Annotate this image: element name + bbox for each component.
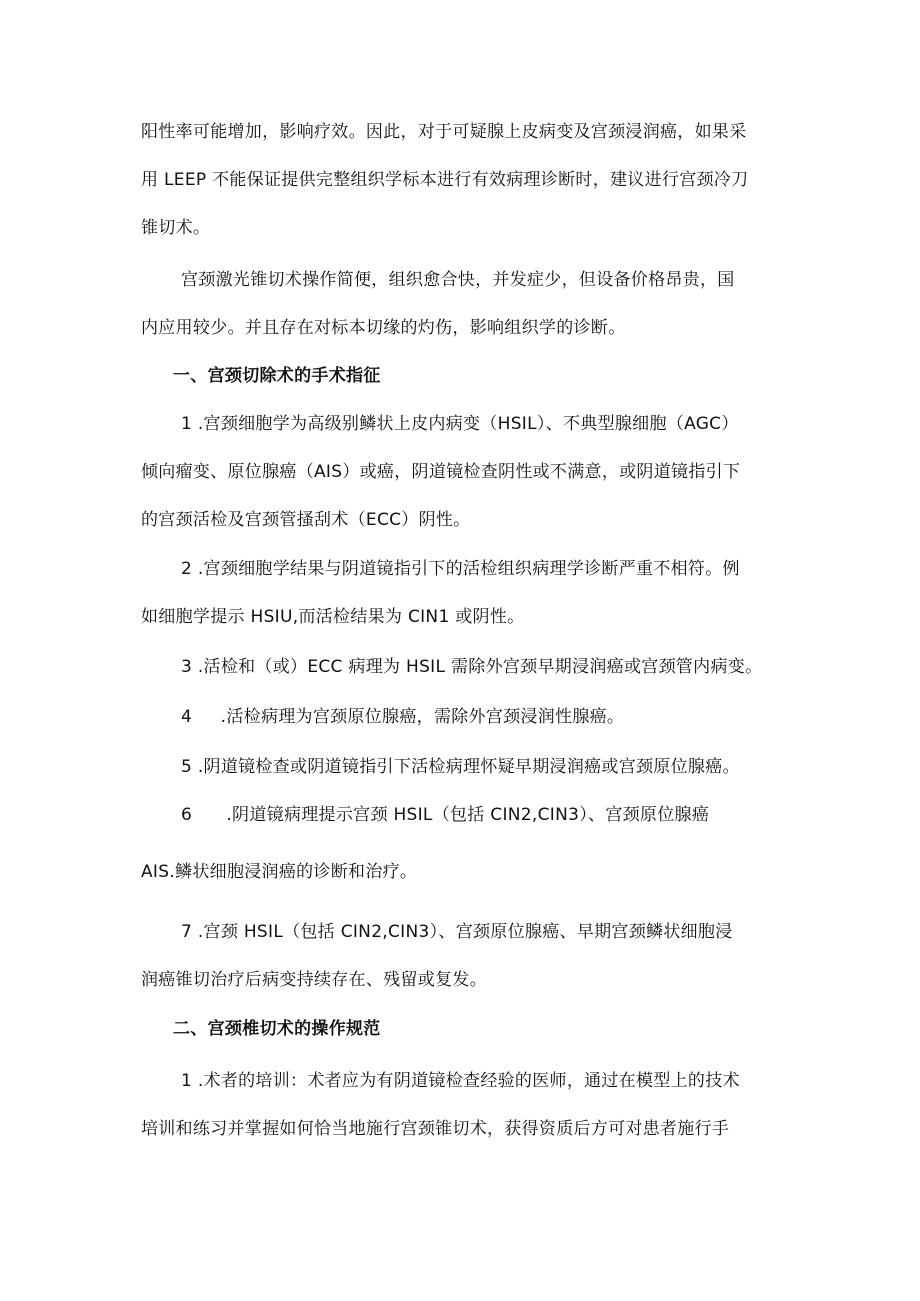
text-line: 内应用较少。并且存在对标本切缘的灼伤，影响组织学的诊断。 xyxy=(141,318,626,338)
text-line: 宫颈激光锥切术操作简便，组织愈合快，并发症少，但设备价格昂贵，国 xyxy=(181,270,735,290)
list-item-line: 5 .阴道镜检查或阴道镜指引下活检病理怀疑早期浸润癌或宫颈原位腺癌。 xyxy=(181,757,740,777)
list-item-line: 润癌锥切治疗后病变持续存在、残留或复发。 xyxy=(141,970,487,990)
text-line: 阳性率可能增加，影响疗效。因此，对于可疑腺上皮病变及宫颈浸润癌，如果采 xyxy=(141,122,747,142)
list-item-line: 倾向瘤变、原位腺癌（AIS）或癌，阴道镜检查阴性或不满意，或阴道镜指引下 xyxy=(141,462,741,482)
section-heading: 一、宫颈切除术的手术指征 xyxy=(173,366,381,386)
list-item-line: 培训和练习并掌握如何恰当地施行宫颈锥切术，获得资质后方可对患者施行手 xyxy=(141,1119,730,1139)
list-item-line: 2 .宫颈细胞学结果与阴道镜指引下的活检组织病理学诊断严重不相符。例 xyxy=(181,559,740,579)
list-item-line: 7 .宫颈 HSIL（包括 CIN2,CIN3）、宫颈原位腺癌、早期宫颈鳞状细胞浸 xyxy=(181,922,733,942)
list-item-line: 4 .活检病理为宫颈原位腺癌，需除外宫颈浸润性腺癌。 xyxy=(181,707,625,727)
list-item-line: 1 .宫颈细胞学为高级别鳞状上皮内病变（HSIL）、不典型腺细胞（AGC） xyxy=(181,414,739,434)
list-item-line: 6 .阴道镜病理提示宫颈 HSIL（包括 CIN2,CIN3）、宫颈原位腺癌 xyxy=(181,805,710,825)
list-item-line: 1 .术者的培训：术者应为有阴道镜检查经验的医师，通过在模型上的技术 xyxy=(181,1071,740,1091)
list-item-line: 如细胞学提示 HSIU,而活检结果为 CIN1 或阴性。 xyxy=(141,607,525,627)
list-item-line: 的宫颈活检及宫颈管搔刮术（ECC）阴性。 xyxy=(141,510,471,530)
text-line: 用 LEEP 不能保证提供完整组织学标本进行有效病理诊断时，建议进行宫颈冷刀 xyxy=(141,170,749,190)
text-line: 锥切术。 xyxy=(141,218,211,238)
list-item-line: 3 .活检和（或）ECC 病理为 HSIL 需除外宫颈早期浸润癌或宫颈管内病变。 xyxy=(181,657,763,677)
section-heading: 二、宫颈椎切术的操作规范 xyxy=(173,1019,381,1039)
list-item-line: AIS.鳞状细胞浸润癌的诊断和治疗。 xyxy=(141,862,418,882)
